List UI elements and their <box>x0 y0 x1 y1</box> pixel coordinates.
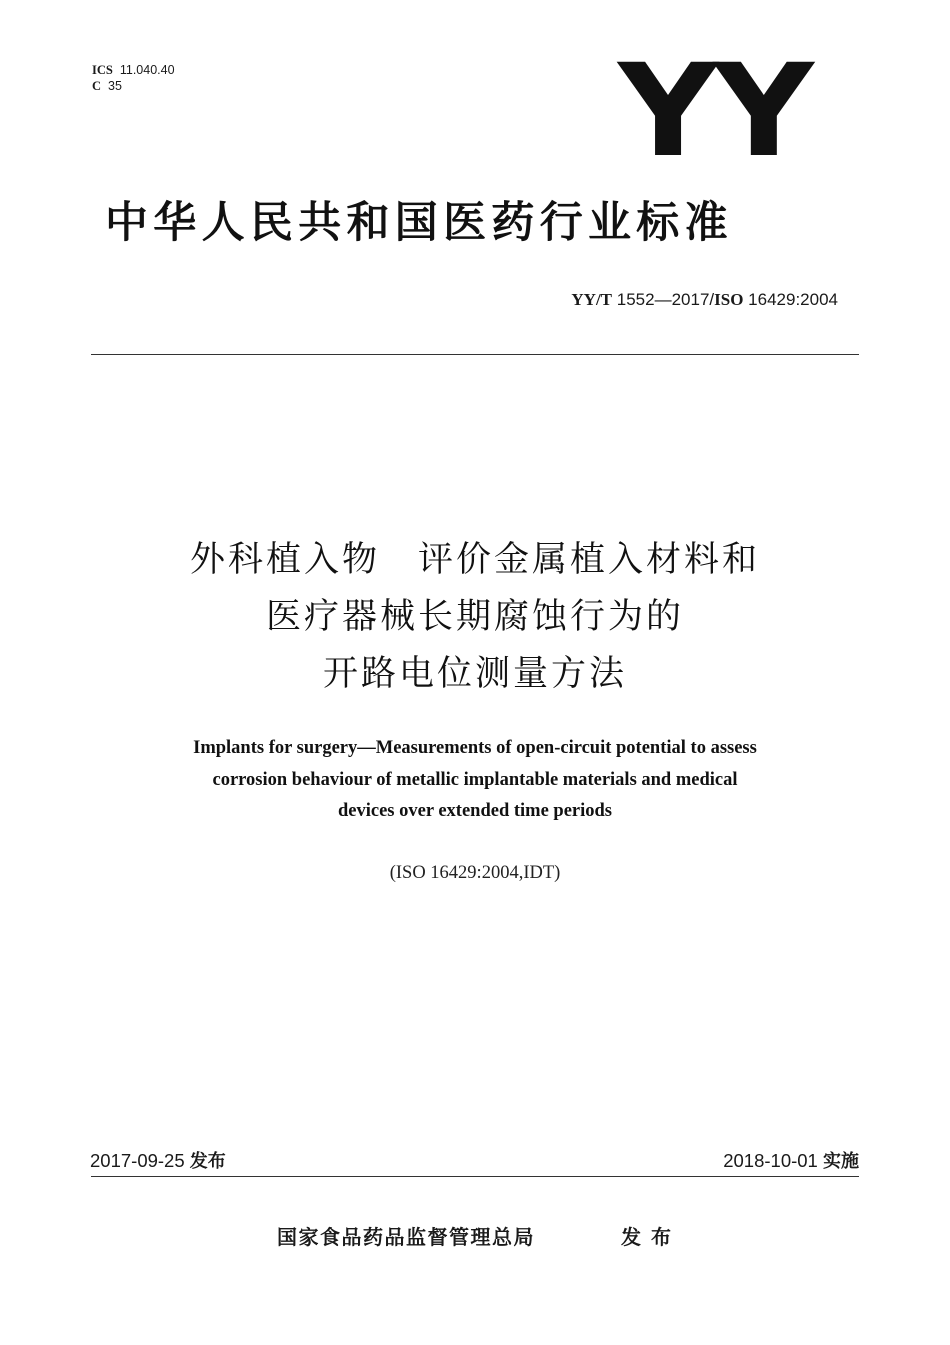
classification-codes <box>92 62 175 94</box>
ccs-label: C <box>92 79 102 93</box>
standard-number <box>571 290 838 310</box>
publish-label: 发布 <box>189 1151 226 1172</box>
ics-code: 11.040.40 <box>119 63 175 77</box>
standard-code: 1552—2017/ <box>616 290 715 309</box>
implement-date-value: 2018-10-01 <box>723 1150 818 1171</box>
ccs-line <box>92 78 175 94</box>
footer-divider <box>91 1176 859 1177</box>
implement-date <box>723 1150 859 1173</box>
issuing-authority: 国家食品药品监督管理总局 <box>277 1225 535 1249</box>
iso-code: 16429:2004 <box>748 290 838 309</box>
english-title <box>0 733 950 828</box>
implement-label: 实施 <box>823 1151 859 1172</box>
chinese-title <box>0 532 950 703</box>
header-divider <box>91 354 859 355</box>
ics-line <box>92 62 175 78</box>
chinese-title-line-2: 医疗器械长期腐蚀行为的 <box>265 597 684 637</box>
issue-label: 发布 <box>621 1225 681 1249</box>
english-title-line-3: devices over extended time periods <box>337 801 613 821</box>
standard-category: 中华人民共和国医药行业标准 <box>105 198 733 248</box>
publish-date-value: 2017-09-25 <box>90 1150 185 1171</box>
iso-prefix: ISO <box>714 290 744 309</box>
english-title-line-1: Implants for surgery—Measurements of open-circuit potential to assess <box>193 738 757 758</box>
adoption-note: (ISO 16429:2004,IDT) <box>389 863 561 883</box>
ics-label: ICS <box>92 63 113 77</box>
chinese-title-line-1: 外科植入物 评价金属植入材料和 <box>189 540 760 580</box>
standard-prefix: YY/T <box>571 290 613 309</box>
ccs-code: 35 <box>108 79 122 93</box>
standard-mark-logo: YY <box>618 37 810 186</box>
chinese-title-line-3: 开路电位测量方法 <box>322 654 627 694</box>
publish-date <box>90 1150 226 1173</box>
english-title-line-2: corrosion behaviour of metallic implantable materials and medical <box>212 769 738 790</box>
